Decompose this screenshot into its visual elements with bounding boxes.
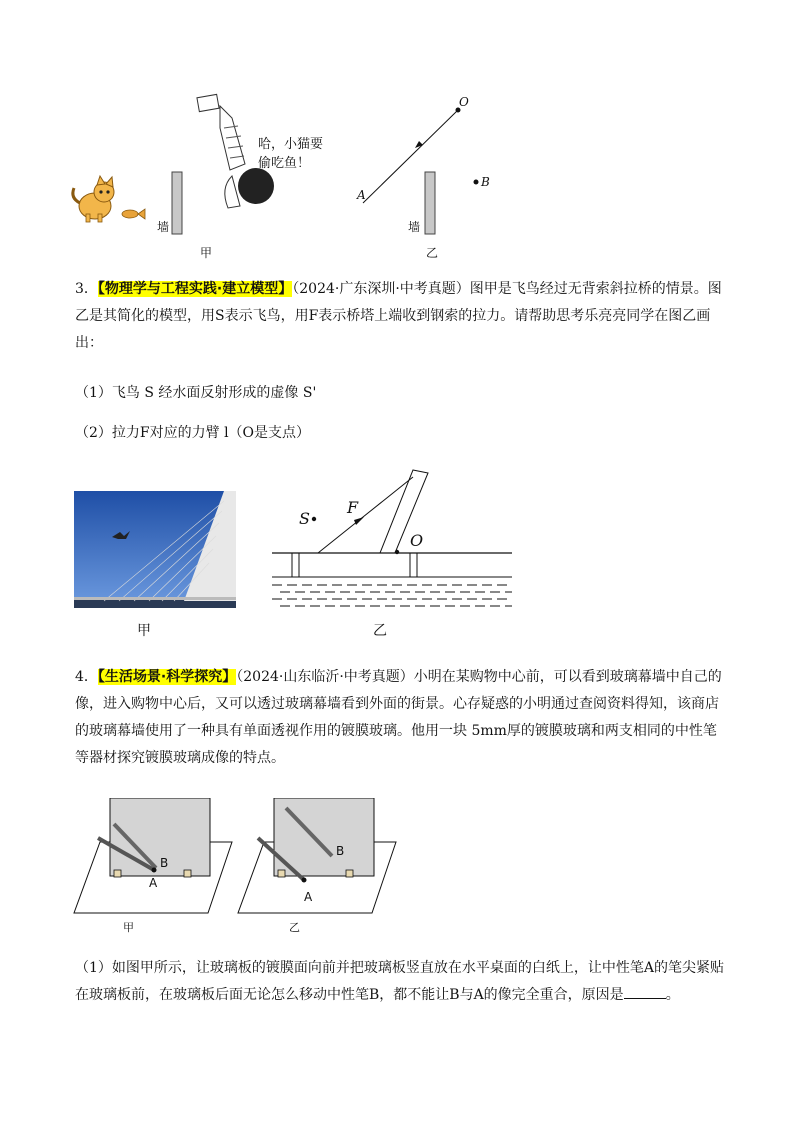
q3-label-jia: 甲	[137, 623, 151, 639]
q3-sub1: （1）飞鸟 S 经水面反射形成的虚像 S'	[75, 385, 317, 401]
q3-text: 图甲是飞鸟经过无背索斜拉桥的情景。图乙是其简化的模型，用S表示飞鸟，用F表示桥塔上端收到钢索的拉力。请帮助思考乐亮亮同学在图乙画出：	[75, 281, 722, 351]
light-ray	[363, 110, 458, 203]
top-figure	[60, 88, 520, 268]
q3-label-yi: 乙	[373, 623, 387, 639]
point-B-label: B	[481, 175, 490, 189]
pivot-O-label: O	[410, 531, 424, 550]
q3-tag: 【物理学与工程实践·建立模型】	[97, 281, 293, 297]
piers	[292, 553, 417, 577]
point-S-dot	[312, 517, 316, 521]
pen-A-label-jia: A	[149, 876, 158, 890]
point-B-dot	[474, 180, 479, 185]
experiment-yi	[238, 798, 396, 913]
pen-B-label-jia: B	[160, 856, 169, 870]
point-O-label: O	[459, 95, 469, 109]
q4-label-jia: 甲	[123, 921, 134, 934]
cat-icon	[73, 176, 114, 222]
q4-sub1-text: （1）如图甲所示，让玻璃板的镀膜面向前并把玻璃板竖直放在水平桌面的白纸上，让中性笔A的笔尖紧贴在玻璃板前，在玻璃板后面无论怎么移动中性笔B，都不能让B与A的像完全重合，原因是	[75, 960, 725, 1003]
bubble-text: 哈，小猫要 偷吃鱼！	[258, 137, 324, 171]
q4-source: （2024·山东临沂·中考真题）	[236, 669, 414, 685]
q3-stem	[75, 276, 725, 357]
point-A-label: A	[357, 188, 366, 202]
figure-label-yi: 乙	[426, 246, 439, 260]
wall-right	[425, 172, 435, 234]
force-F-label: F	[347, 498, 359, 517]
bridge-model-diagram	[268, 465, 518, 615]
wall-left	[172, 172, 182, 234]
wall-label-right: 墙	[408, 220, 421, 234]
fish-icon	[122, 209, 145, 219]
q3-source: （2024·广东深圳·中考真题）	[292, 281, 470, 297]
pen-B-label-yi: B	[336, 844, 345, 858]
q4-text: 小明在某购物中心前，可以看到玻璃幕墙中自己的像，进入购物中心后，又可以透过玻璃幕墙看到外面的街景。心存疑惑的小明通过查阅资料得知，该商店的玻璃幕墙使用了一种具有单面透视作用的镀膜玻璃。他用一块 5mm厚的镀膜玻璃和两支相同的中性笔等器材探究镀膜玻璃成像的特点。	[75, 669, 722, 766]
pen-A-label-yi: A	[304, 890, 313, 904]
q3-sub2: （2）拉力F对应的力臂 l（O是支点）	[75, 425, 311, 441]
answer-blank[interactable]	[624, 984, 666, 999]
experiment-jia	[74, 798, 232, 913]
q4-number: 4．	[75, 669, 98, 685]
water-lines	[272, 585, 512, 606]
q4-tag: 【生活场景·科学探究】	[97, 669, 237, 685]
q4-sub1-end: 。	[665, 987, 680, 1003]
q4-sub1	[75, 955, 725, 1009]
force-arrow	[354, 517, 364, 525]
ray-arrow	[415, 141, 423, 148]
q3-number: 3．	[75, 281, 98, 297]
q4-stem	[75, 664, 725, 772]
figure-label-jia: 甲	[200, 246, 213, 260]
point-S-label: S	[299, 509, 310, 528]
wall-label-left: 墙	[157, 220, 170, 234]
glass-experiment-figures	[70, 798, 400, 918]
q4-label-yi: 乙	[289, 921, 300, 934]
bridge-photo	[74, 491, 236, 608]
